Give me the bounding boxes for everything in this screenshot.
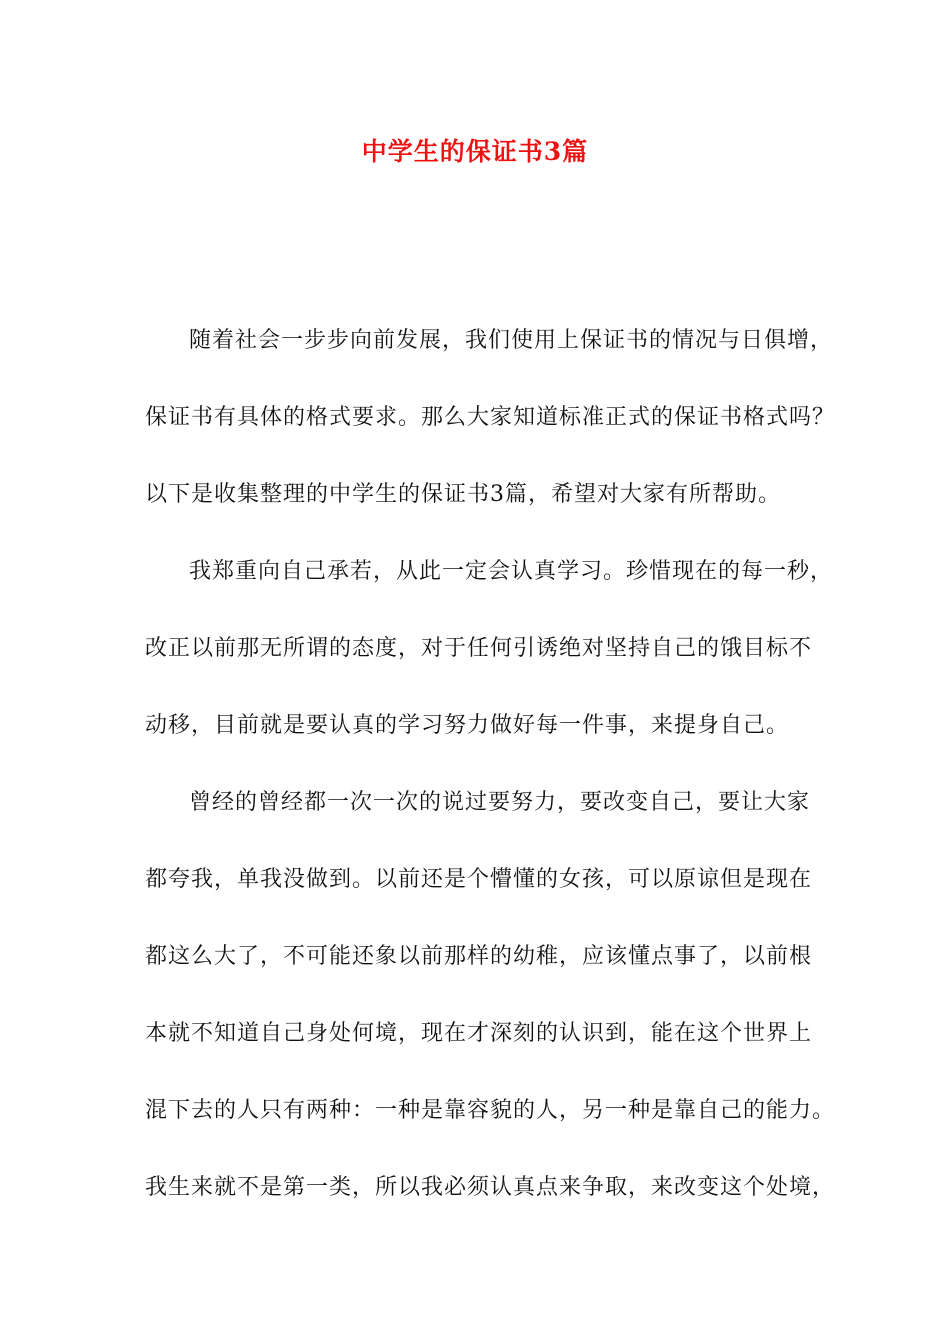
document-title: 中学生的保证书3篇 [361,137,589,166]
text-line: 本就不知道自己身处何境，现在才深刻的认识到，能在这个世界上 [145,1021,813,1046]
text-line: 我生来就不是第一类，所以我必须认真点来争取，来改变这个处境， [145,1175,836,1200]
text-line: 都这么大了，不可能还象以前那样的幼稚，应该懂点事了，以前根 [145,944,813,969]
text-line: 混下去的人只有两种：一种是靠容貌的人，另一种是靠自己的能力。 [145,1098,836,1123]
text-line: 都夸我，单我没做到。以前还是个懵懂的女孩，可以原谅但是现在 [145,867,813,892]
text-line: 动移，目前就是要认真的学习努力做好每一件事，来提身自己。 [145,713,790,738]
text-line: 以下是收集整理的中学生的保证书3篇，希望对大家有所帮助。 [145,482,781,507]
text-line: 随着社会一步步向前发展，我们使用上保证书的情况与日俱增， [189,328,834,353]
text-line: 我郑重向自己承若，从此一定会认真学习。珍惜现在的每一秒， [189,559,834,584]
document-body [145,321,835,1245]
text-line: 改正以前那无所谓的态度，对于任何引诱绝对坚持自己的饿目标不 [145,636,813,661]
text-line: 曾经的曾经都一次一次的说过要努力，要改变自己，要让大家 [189,790,811,815]
text-line: 保证书有具体的格式要求。那么大家知道标准正式的保证书格式吗？ [145,405,836,430]
